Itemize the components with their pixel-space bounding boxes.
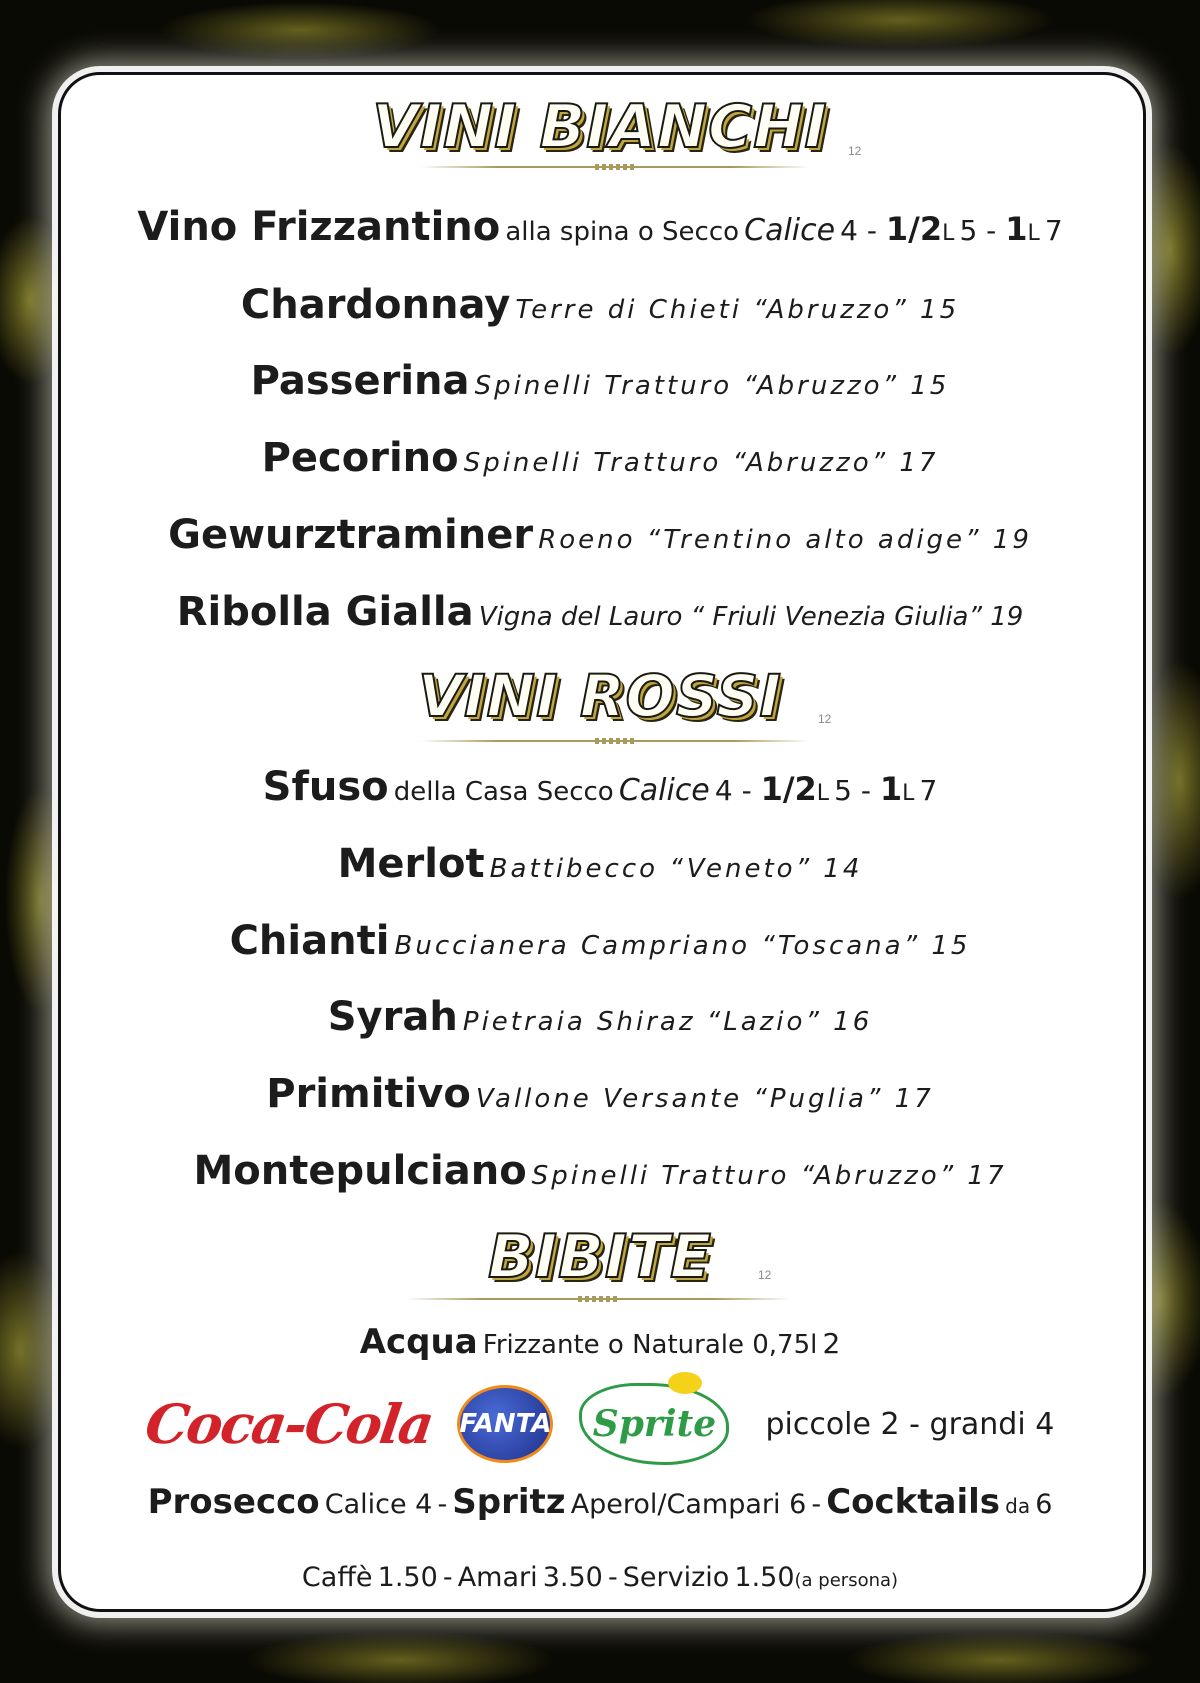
price: 4 - bbox=[714, 774, 761, 807]
soda-large-price: 4 bbox=[1035, 1406, 1055, 1442]
soda-small-price: 2 bbox=[880, 1406, 900, 1442]
wine-name: Ribolla Gialla bbox=[176, 589, 474, 635]
wine-row bbox=[0, 764, 1200, 810]
section-divider bbox=[420, 166, 810, 168]
drink-price: 2 bbox=[822, 1327, 841, 1360]
section-divider bbox=[405, 1298, 790, 1300]
footer-row bbox=[0, 1562, 1200, 1593]
calice-label: Calice bbox=[744, 213, 836, 248]
price: 4 - bbox=[840, 214, 886, 247]
wine-name: Merlot bbox=[337, 841, 485, 887]
liter-unit: L bbox=[816, 781, 830, 806]
wine-name: Syrah bbox=[327, 994, 458, 1040]
wine-row bbox=[0, 589, 1200, 635]
wine-desc: Vallone Versante “Puglia” 17 bbox=[475, 1084, 934, 1114]
soda-small-label: piccole bbox=[765, 1406, 871, 1442]
section-page-number: 12 bbox=[818, 712, 832, 726]
servizio-note: (a persona) bbox=[794, 1570, 899, 1591]
wine-row bbox=[0, 1148, 1200, 1194]
wine-desc: Vigna del Lauro “ Friuli Venezia Giulia” 19 bbox=[478, 602, 1024, 632]
sprite-logo: Sprite bbox=[579, 1383, 729, 1465]
soda-large-label: grandi bbox=[929, 1406, 1026, 1442]
calice-label: Calice bbox=[618, 773, 710, 808]
separator: - bbox=[607, 1562, 618, 1593]
separator: - bbox=[442, 1562, 453, 1593]
wine-desc: Spinelli Tratturo “Abruzzo” 17 bbox=[531, 1161, 1007, 1191]
servizio-price: 1.50 bbox=[734, 1562, 795, 1593]
amari-price: 3.50 bbox=[542, 1562, 603, 1593]
wine-name: Sfuso bbox=[262, 764, 389, 810]
wine-name: Passerina bbox=[250, 358, 470, 404]
wine-desc: Roeno “Trentino alto adige” 19 bbox=[538, 525, 1032, 555]
spritz-desc: Aperol/Campari 6 bbox=[570, 1489, 807, 1520]
wine-name: Gewurztraminer bbox=[168, 512, 534, 558]
drink-name: Acqua bbox=[359, 1322, 478, 1362]
price: 7 bbox=[919, 774, 938, 807]
section-title-vini-bianchi: VINI BIANCHI bbox=[372, 92, 828, 162]
wine-row bbox=[0, 435, 1200, 481]
wine-desc: Buccianera Campriano “Toscana” 15 bbox=[394, 931, 971, 961]
liter-unit: L bbox=[942, 221, 955, 246]
cocktails-da: da bbox=[1005, 1494, 1031, 1518]
wine-row bbox=[0, 282, 1200, 328]
wine-row bbox=[0, 204, 1200, 250]
wine-desc: alla spina o Secco bbox=[505, 217, 740, 247]
half-liter-label: 1/2 bbox=[885, 210, 943, 248]
wine-row bbox=[0, 512, 1200, 558]
separator: - bbox=[909, 1406, 920, 1442]
wine-desc: Pietraia Shiraz “Lazio” 16 bbox=[462, 1007, 873, 1037]
spritz-name: Spritz bbox=[452, 1482, 566, 1522]
prosecco-name: Prosecco bbox=[147, 1482, 320, 1522]
wine-name: Chardonnay bbox=[240, 282, 511, 328]
wine-desc: della Casa Secco bbox=[393, 777, 614, 807]
wine-desc: Spinelli Tratturo “Abruzzo” 17 bbox=[463, 448, 939, 478]
wine-row bbox=[0, 918, 1200, 964]
caffe-price: 1.50 bbox=[377, 1562, 438, 1593]
section-page-number: 12 bbox=[848, 144, 862, 158]
wine-desc: Terre di Chieti “Abruzzo” 15 bbox=[515, 295, 960, 325]
servizio-label: Servizio bbox=[622, 1562, 730, 1593]
wine-name: Chianti bbox=[229, 918, 390, 964]
wine-row bbox=[0, 994, 1200, 1040]
liter-unit: L bbox=[1027, 221, 1040, 246]
drink-desc: Frizzante o Naturale 0,75l bbox=[482, 1330, 818, 1360]
wine-name: Vino Frizzantino bbox=[137, 204, 501, 250]
price: 5 - bbox=[959, 214, 1006, 247]
amari-label: Amari bbox=[457, 1562, 538, 1593]
half-liter-label: 1/2 bbox=[760, 770, 817, 808]
wine-name: Pecorino bbox=[261, 435, 459, 481]
fanta-logo: FANTA bbox=[457, 1385, 553, 1463]
wine-row bbox=[0, 1071, 1200, 1117]
section-divider bbox=[420, 740, 810, 742]
price: 5 - bbox=[834, 774, 880, 807]
drink-row-acqua bbox=[0, 1322, 1200, 1362]
price: 7 bbox=[1044, 214, 1063, 247]
section-title-bibite: BIBITE bbox=[487, 1222, 713, 1292]
section-page-number: 12 bbox=[758, 1268, 772, 1282]
cocktails-name: Cocktails bbox=[826, 1482, 1001, 1522]
prosecco-desc: Calice 4 bbox=[324, 1489, 433, 1520]
separator: - bbox=[437, 1489, 448, 1520]
one-liter-label: 1 bbox=[1005, 210, 1028, 248]
extras-row bbox=[0, 1482, 1200, 1522]
section-title-vini-rossi: VINI ROSSI bbox=[418, 662, 782, 730]
wine-row bbox=[0, 841, 1200, 887]
wine-name: Montepulciano bbox=[193, 1148, 527, 1194]
soda-row bbox=[0, 1378, 1200, 1470]
one-liter-label: 1 bbox=[879, 770, 903, 808]
wine-name: Primitivo bbox=[266, 1071, 471, 1117]
caffe-label: Caffè bbox=[301, 1562, 373, 1593]
soda-prices bbox=[765, 1407, 1054, 1442]
wine-row bbox=[0, 358, 1200, 404]
wine-desc: Battibecco “Veneto” 14 bbox=[489, 854, 863, 884]
coca-cola-logo: Coca-Cola bbox=[141, 1392, 436, 1456]
liter-unit: L bbox=[902, 781, 915, 806]
separator: - bbox=[811, 1489, 822, 1520]
cocktails-price: 6 bbox=[1035, 1489, 1053, 1520]
wine-desc: Spinelli Tratturo “Abruzzo” 15 bbox=[474, 371, 950, 401]
